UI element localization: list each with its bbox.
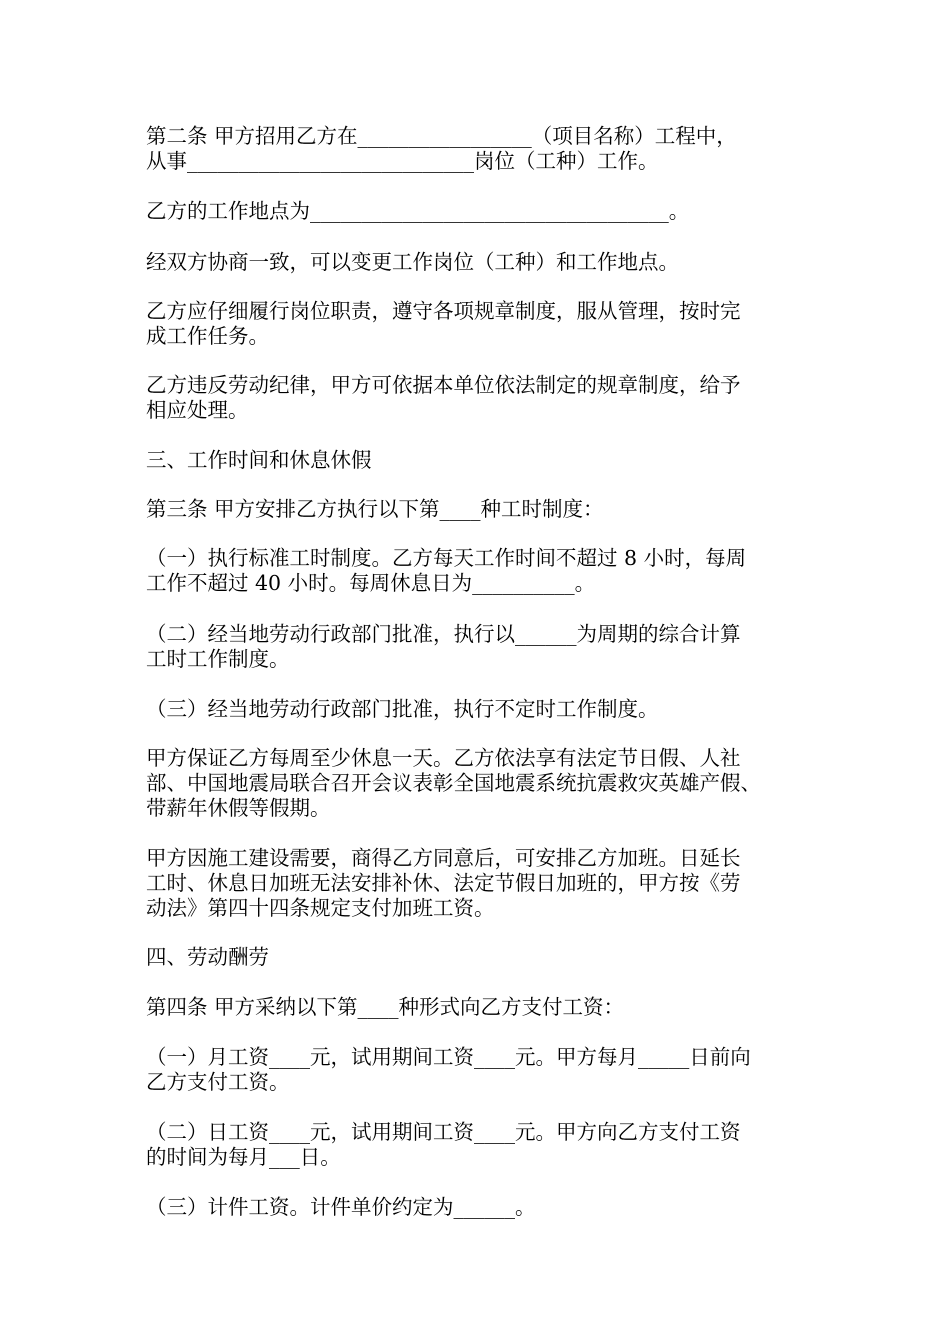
text-line: 第四条 甲方采纳以下第____种形式向乙方支付工资： (146, 995, 625, 1019)
text-line: 甲方因施工建设需要，商得乙方同意后，可安排乙方加班。日延长 (146, 846, 741, 870)
text-line: 的时间为每月___日。 (146, 1145, 341, 1169)
paragraph-comprehensive-hours (146, 622, 826, 672)
paragraph-work-location (146, 199, 826, 224)
text-line: 经双方协商一致，可以变更工作岗位（工种）和工作地点。 (146, 250, 679, 274)
text-line: 相应处理。 (146, 398, 249, 422)
paragraph-piece-wage (146, 1195, 826, 1220)
text-line: （二）经当地劳动行政部门批准，执行以______为周期的综合计算 (146, 622, 741, 646)
text-line: 工时工作制度。 (146, 647, 290, 671)
text-line: （一）月工资____元，试用期间工资____元。甲方每月_____日前向 (146, 1045, 751, 1069)
text-line: （一）执行标准工时制度。乙方每天工作时间不超过 8 小时，每周 (146, 546, 747, 570)
text-line: （三）计件工资。计件单价约定为______。 (146, 1195, 536, 1219)
paragraph-article-2 (146, 124, 826, 174)
paragraph-discipline (146, 373, 826, 423)
text-line: 乙方支付工资。 (146, 1070, 290, 1094)
text-line: 工时、休息日加班无法安排补休、法定节假日加班的，甲方按《劳 (146, 871, 741, 895)
paragraph-article-4 (146, 995, 826, 1020)
paragraph-duties (146, 299, 826, 349)
text-line: 第三条 甲方安排乙方执行以下第____种工时制度： (146, 497, 604, 521)
text-line: （二）日工资____元，试用期间工资____元。甲方向乙方支付工资 (146, 1120, 741, 1144)
paragraph-flexible-hours (146, 697, 826, 722)
text-line: 从事____________________________岗位（工种）工作。 (146, 149, 659, 173)
text-line: 部、中国地震局联合召开会议表彰全国地震系统抗震救灾英雄产假、 (146, 771, 761, 795)
paragraph-overtime (146, 846, 826, 921)
text-line: （三）经当地劳动行政部门批准，执行不定时工作制度。 (146, 697, 659, 721)
text-line: 四、劳动酬劳 (146, 945, 269, 969)
paragraph-daily-wage (146, 1120, 826, 1170)
text-line: 乙方违反劳动纪律，甲方可依据本单位依法制定的规章制度，给予 (146, 373, 741, 397)
text-line: 甲方保证乙方每周至少休息一天。乙方依法享有法定节日假、人社 (146, 746, 741, 770)
paragraph-standard-hours (146, 546, 826, 596)
text-line: 三、工作时间和休息休假 (146, 448, 372, 472)
paragraph-article-3 (146, 497, 826, 522)
section-heading-remuneration (146, 945, 826, 970)
paragraph-monthly-wage (146, 1045, 826, 1095)
text-line: 带薪年休假等假期。 (146, 796, 331, 820)
text-line: 工作不超过 40 小时。每周休息日为__________。 (146, 571, 596, 595)
text-line: 第二条 甲方招用乙方在_________________（项目名称）工程中， (146, 124, 737, 148)
text-line: 乙方应仔细履行岗位职责，遵守各项规章制度，服从管理，按时完 (146, 299, 741, 323)
text-line: 成工作任务。 (146, 324, 269, 348)
section-heading-working-hours (146, 448, 826, 473)
text-line: 乙方的工作地点为___________________________________。 (146, 199, 690, 223)
paragraph-change-position (146, 250, 826, 275)
text-line: 动法》第四十四条规定支付加班工资。 (146, 896, 495, 920)
paragraph-rest-days (146, 746, 826, 821)
